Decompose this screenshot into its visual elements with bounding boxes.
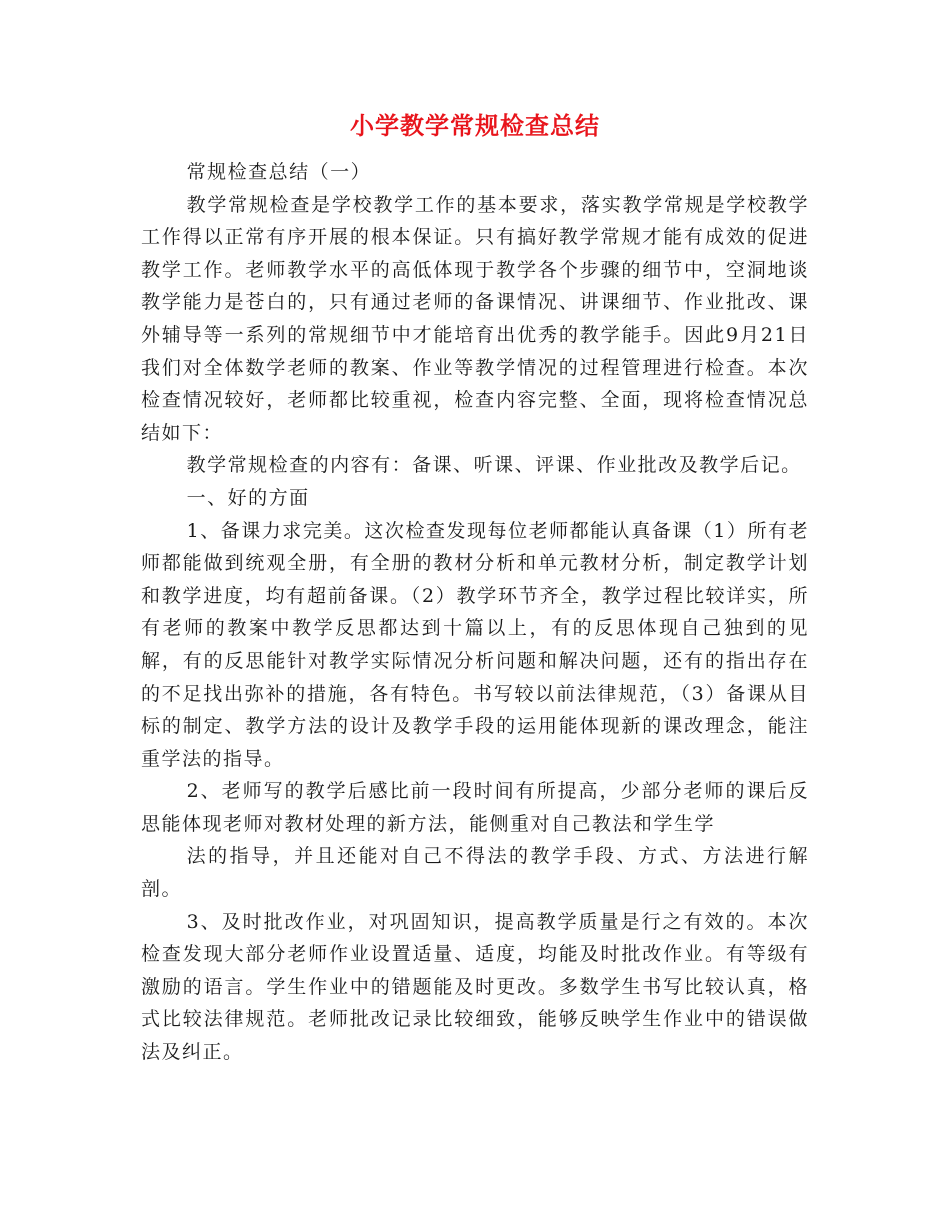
subheading-good-aspects: 一、好的方面 — [186, 486, 310, 509]
paragraph-teaching-reflection-continued: 法的指导，并且还能对自己不得法的教学手段、方式、方法进行解剖。 — [141, 845, 809, 901]
paragraph-homework-correction: 3、及时批改作业，对巩固知识，提高教学质量是行之有效的。本次检查发现大部分老师作业设置适量、适度，均能及时批改作业。有等级有激励的语言。学生作业中的错题能及时更改。多数学生书写比较认真，格式比较法律规范。老师批改记录比较细致，能够反映学生作业中的错误做法及纠正。 — [141, 910, 809, 1064]
section-heading: 常规检查总结（一） — [186, 161, 372, 183]
paragraph-lesson-preparation: 1、备课力求完美。这次检查发现每位老师都能认真备课（1）所有老师都能做到统观全册，有全册的教材分析和单元教材分析，制定教学计划和教学进度，均有超前备课。（2）教学环节齐全，教学过程比较详实，所有老师的教案中教学反思都达到十篇以上，有的反思体现自己独到的见解，有的反思能针对教学实际情况分析问题和解决问题，还有的指出存在的不足找出弥补的措施，各有特色。书写较以前法律规范，（3）备课从目标的制定、教学方法的设计及教学手段的运用能体现新的课改理念，能注重学法的指导。 — [141, 519, 809, 770]
document-body — [141, 106, 809, 1069]
paragraph-inspection-content: 教学常规检查的内容有：备课、听课、评课、作业批改及教学后记。 — [186, 454, 802, 477]
paragraph-teaching-reflection: 2、老师写的教学后感比前一段时间有所提高，少部分老师的课后反思能体现老师对教材处理的新方法，能侧重对自己教法和学生学 — [141, 780, 809, 835]
paragraph-intro: 教学常规检查是学校教学工作的基本要求，落实教学常规是学校教学工作得以正常有序开展的根本保证。只有搞好教学常规才能有成效的促进教学工作。老师教学水平的高低体现于教学各个步骤的细节中，空洞地谈教学能力是苍白的，只有通过老师的备课情况、讲课细节、作业批改、课外辅导等一系列的常规细节中才能培育出优秀的教学能手。因此9月21日我们对全体数学老师的教案、作业等教学情况的过程管理进行检查。本次检查情况较好，老师都比较重视，检查内容完整、全面，现将检查情况总结如下： — [141, 193, 809, 444]
document-title: 小学教学常规检查总结 — [350, 111, 600, 140]
